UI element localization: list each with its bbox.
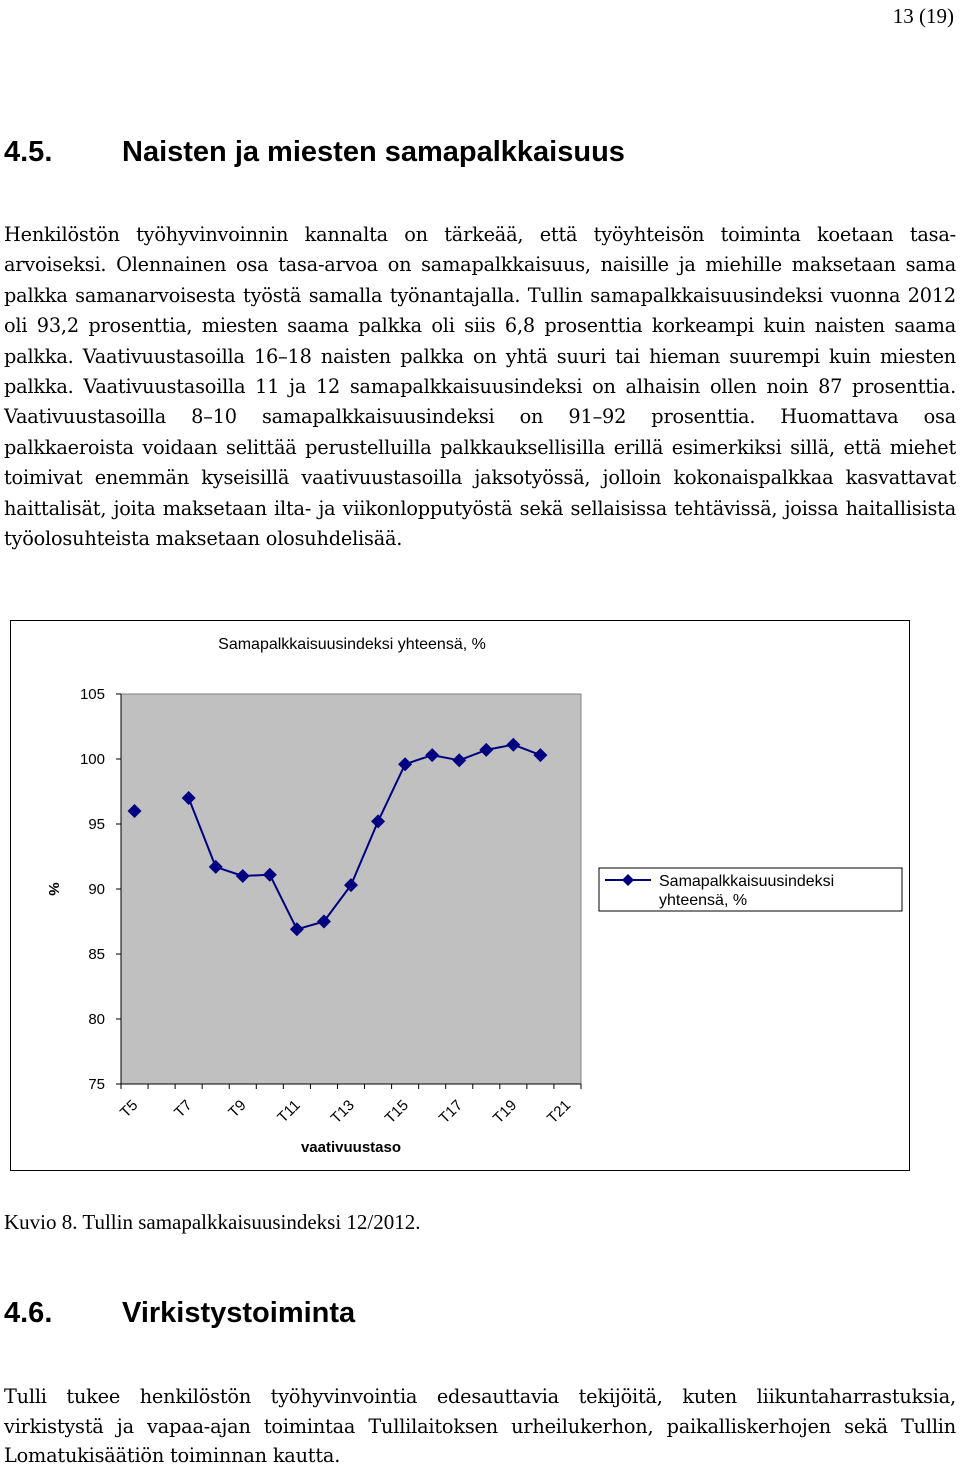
x-tick-label: T15 <box>381 1096 412 1128</box>
y-tick-label: 95 <box>88 816 105 833</box>
line-chart <box>11 621 911 1172</box>
chart-frame <box>10 620 910 1171</box>
x-tick-label: T19 <box>489 1096 521 1128</box>
section-heading-4-6 <box>4 1297 355 1330</box>
section-number: 4.5. <box>4 136 53 168</box>
section-heading-4-5 <box>4 136 625 169</box>
x-tick-label: T17 <box>435 1096 467 1128</box>
x-tick-label: T9 <box>225 1096 250 1122</box>
y-tick-label: 80 <box>88 1011 105 1028</box>
y-tick-label: 90 <box>88 881 105 898</box>
x-tick-label: T5 <box>116 1096 142 1122</box>
x-tick-label: T21 <box>543 1096 575 1128</box>
legend-label-line2: yhteensä, % <box>659 892 748 909</box>
y-axis-title: % <box>45 882 62 896</box>
x-tick-label: T7 <box>171 1096 196 1122</box>
y-tick-label: 105 <box>79 686 105 703</box>
chart-title: Samapalkkaisuusindeksi yhteensä, % <box>218 636 486 653</box>
y-tick-label: 75 <box>88 1076 105 1093</box>
body-paragraph-4-5: Henkilöstön työhyvinvoinnin kannalta on tärkeää, että työyhteisön toiminta koetaan tasa-arvoiseksi. Olennainen osa tasa-arvoa on samapalkkaisuus, naisille ja miehille maksetaan sama palkka samanarvoisesta työstä samalla työnantajalla. Tullin samapalkkaisuusindeksi vuonna 2012 oli 93,2 prosenttia, miesten saama palkka oli siis 6,8 prosenttia korkeampi kuin naisten saama palkka. Vaativuustasoilla 16–18 naisten palkka on yhtä suuri tai hieman suurempi kuin miesten palkka. Vaativuustasoilla 11 ja 12 samapalkkaisuusindeksi on alhaisin ollen noin 87 prosenttia. Vaativuustasoilla 8–10 samapalkkaisuusindeksi on 91–92 prosenttia. Huomattava osa palkkaeroista voidaan selittää perustelluilla palkkauksellisilla erillä esimerkiksi sillä, että miehet toimivat enemmän kyseisillä vaativuustasoilla jaksotyössä, jolloin kokonaispalkkaa kasvattavat haittalisät, joita maksetaan ilta- ja viikonlopputyöstä sekä sellaisissa tehtävissä, joissa haitallisista työolosuhteista maksetaan olosuhdelisää. <box>4 223 956 551</box>
section-title: Virkistystoiminta <box>122 1297 356 1329</box>
section-title: Naisten ja miesten samapalkkaisuus <box>122 136 625 168</box>
y-tick-label: 85 <box>88 946 105 963</box>
x-tick-label: T11 <box>274 1096 304 1127</box>
figure-caption: Kuvio 8. Tullin samapalkkaisuusindeksi 12/2012. <box>4 1210 421 1234</box>
x-tick-label: T13 <box>327 1096 358 1128</box>
page-number: 13 (19) <box>892 4 954 28</box>
legend-label-line1: Samapalkkaisuusindeksi <box>659 873 835 890</box>
y-tick-label: 100 <box>79 751 105 768</box>
body-paragraph-4-6: Tulli tukee henkilöstön työhyvinvointia edesauttavia tekijöitä, kuten liikuntaharrastuksia, virkistystä ja vapaa-ajan toimintaa Tullilaitoksen urheilukerhon, paikalliskerhojen sekä Tullin Lomatukisäätiön toiminnan kautta. <box>4 1385 956 1467</box>
x-axis-title: vaativuustaso <box>300 1139 402 1156</box>
section-number: 4.6. <box>4 1297 53 1329</box>
